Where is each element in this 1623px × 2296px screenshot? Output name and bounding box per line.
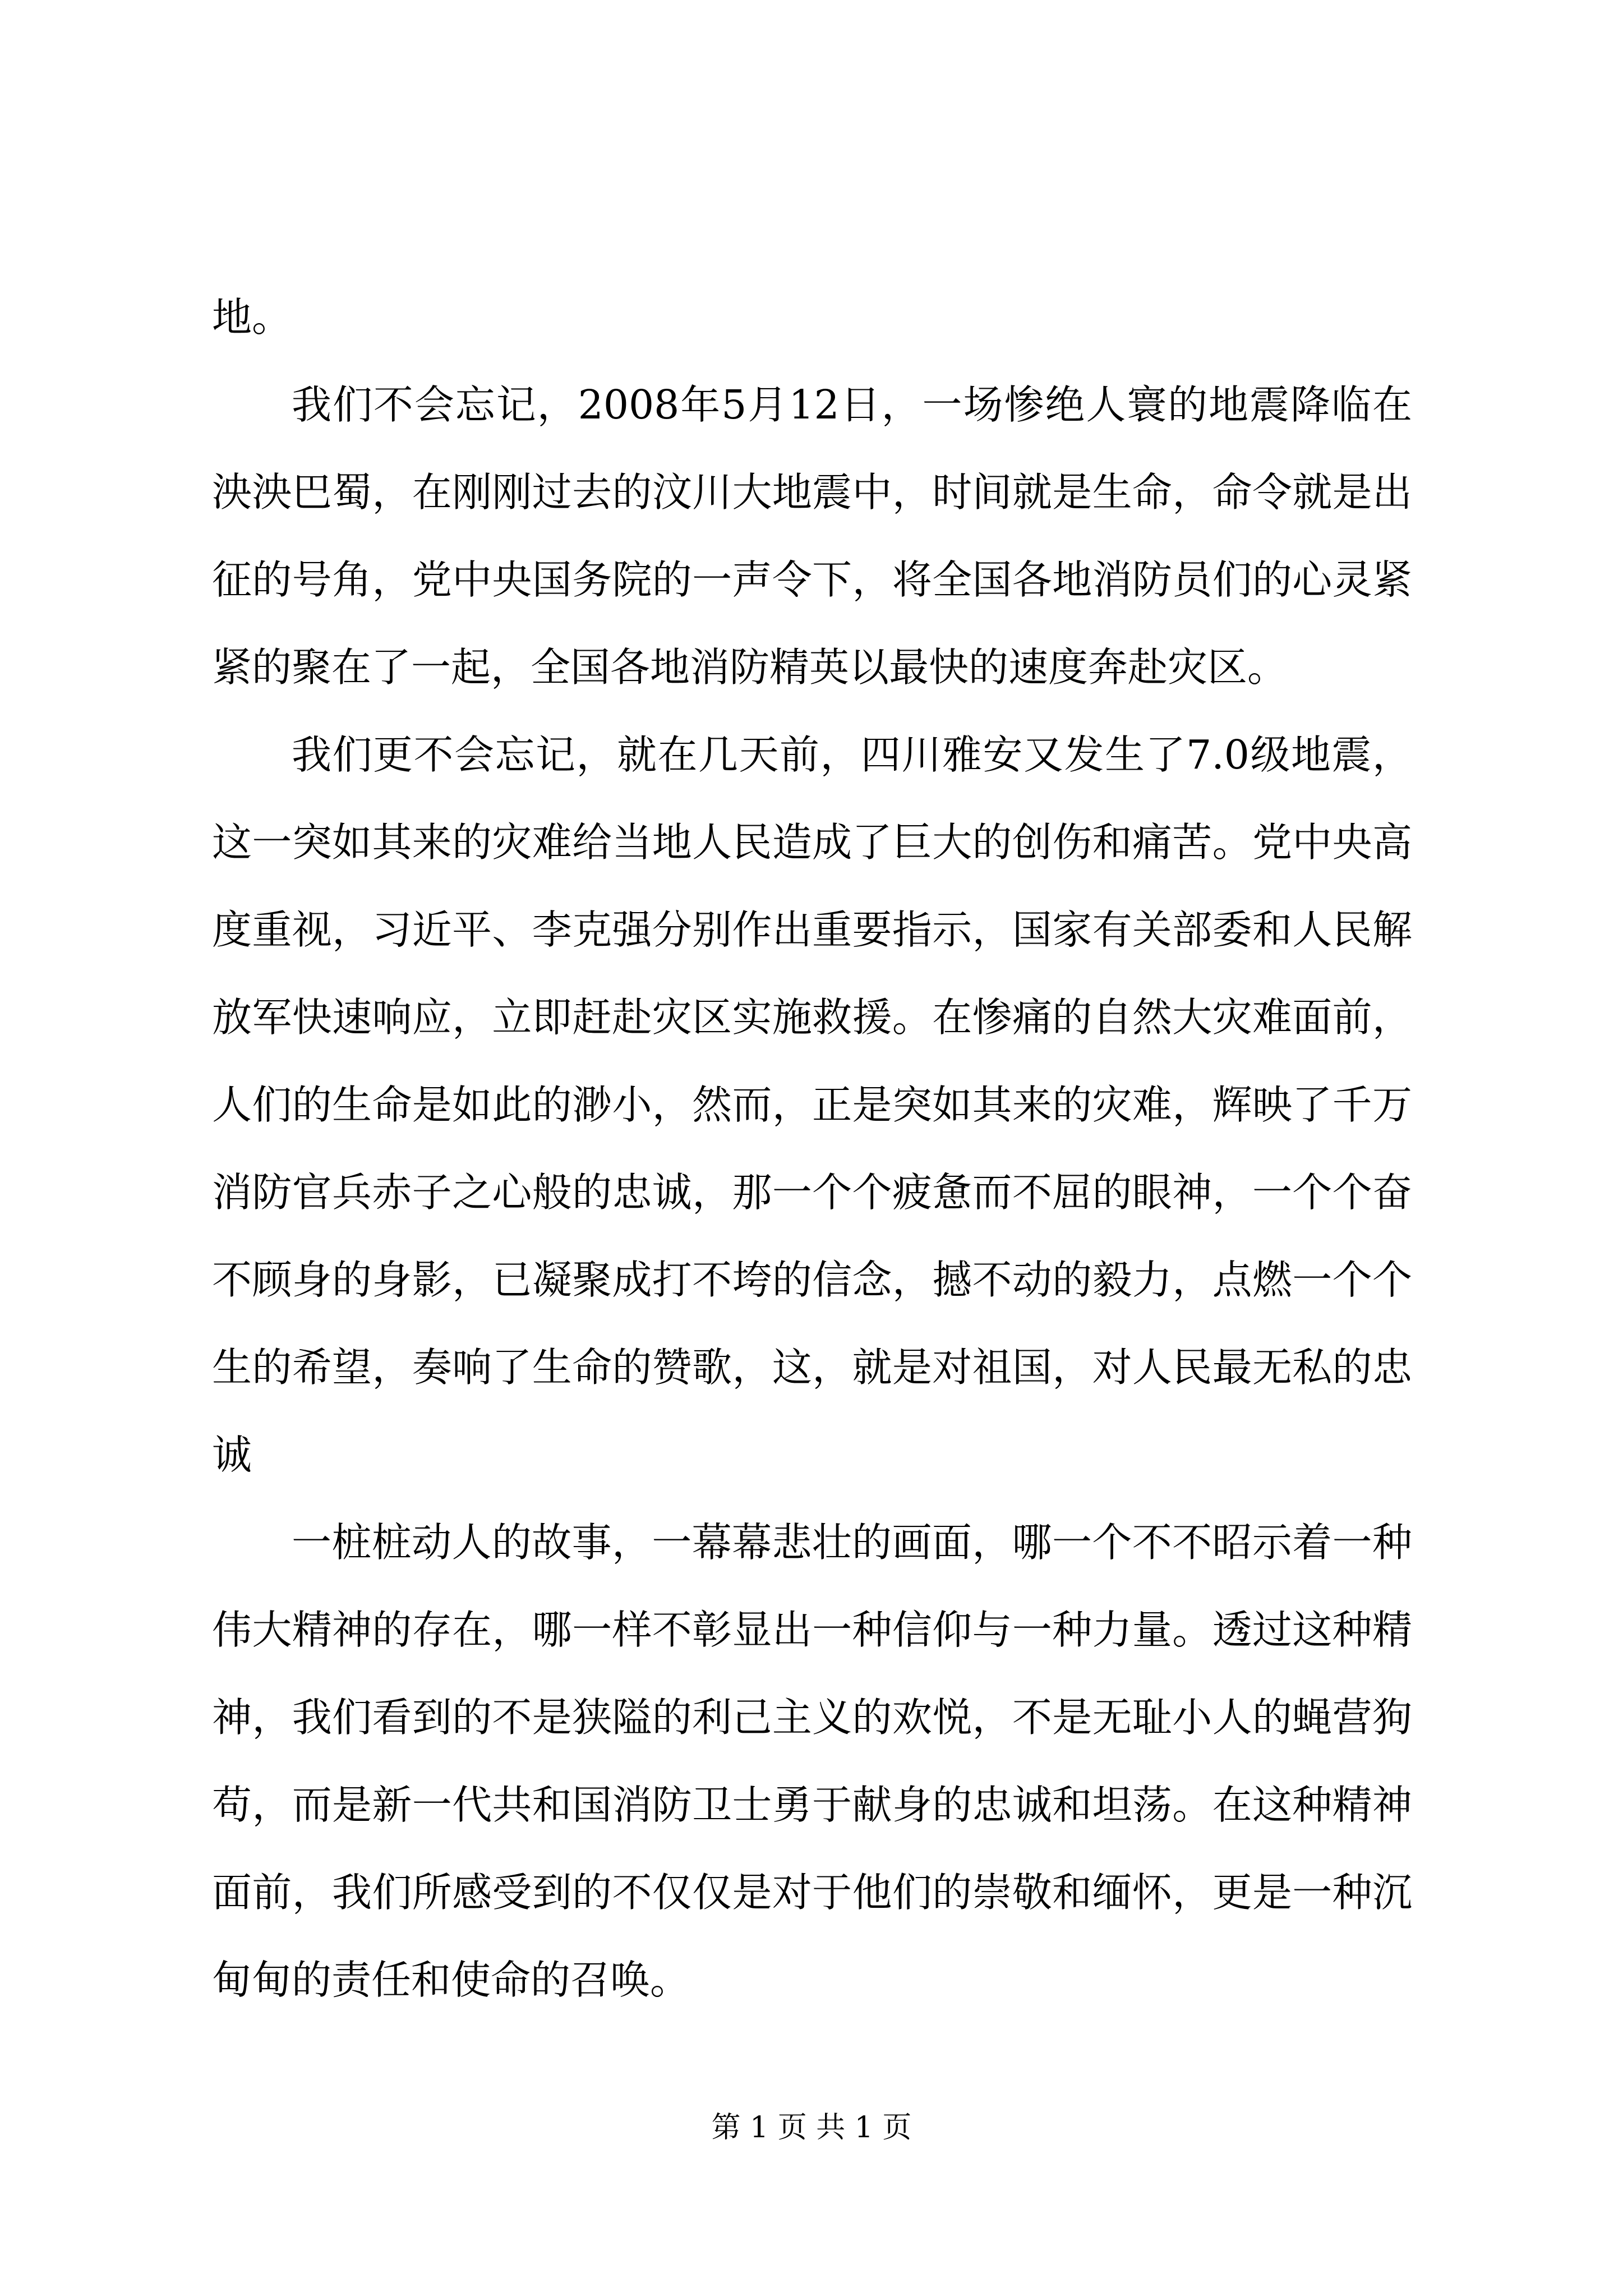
paragraph: 地。	[212, 294, 292, 341]
paragraph: 一桩桩动人的故事，一幕幕悲壮的画面，哪一个不不昭示着一种伟大精神的存在，哪一样不彰显出一种信仰与一种力量。透过这种精神，我们看到的不是狭隘的利己主义的欢悦，不是无耻小人的蝇营狗苟，而是新一代共和国消防卫士勇于献身的忠诚和坦荡。在这种精神面前，我们所感受到的不仅仅是对于他们的崇敬和缅怀，更是一种沉甸甸的责任和使命的召唤。	[212, 1519, 1412, 2003]
page-footer: 第 1 页 共 1 页	[711, 2111, 912, 2145]
paragraph: 我们更不会忘记，就在几天前，四川雅安又发生了7.0级地震，这一突如其来的灾难给当地人民造成了巨大的创伤和痛苦。党中央高度重视，习近平、李克强分别作出重要指示，国家有关部委和人民解放军快速响应，立即赶赴灾区实施救援。在惨痛的自然大灾难面前，人们的生命是如此的渺小，然而，正是突如其来的灾难，辉映了千万消防官兵赤子之心般的忠诚，那一个个疲惫而不屈的眼神，一个个奋不顾身的身影，已凝聚成打不垮的信念，撼不动的毅力，点燃一个个生的希望，奏响了生命的赞歌，这，就是对祖国，对人民最无私的忠诚	[212, 731, 1412, 1478]
document-body	[212, 274, 1412, 2024]
paragraph: 我们不会忘记，2008年5月12日，一场惨绝人寰的地震降临在泱泱巴蜀，在刚刚过去的汶川大地震中，时间就是生命，命令就是出征的号角，党中央国务院的一声令下，将全国各地消防员们的心灵紧紧的聚在了一起，全国各地消防精英以最快的速度奔赴灾区。	[212, 381, 1412, 691]
